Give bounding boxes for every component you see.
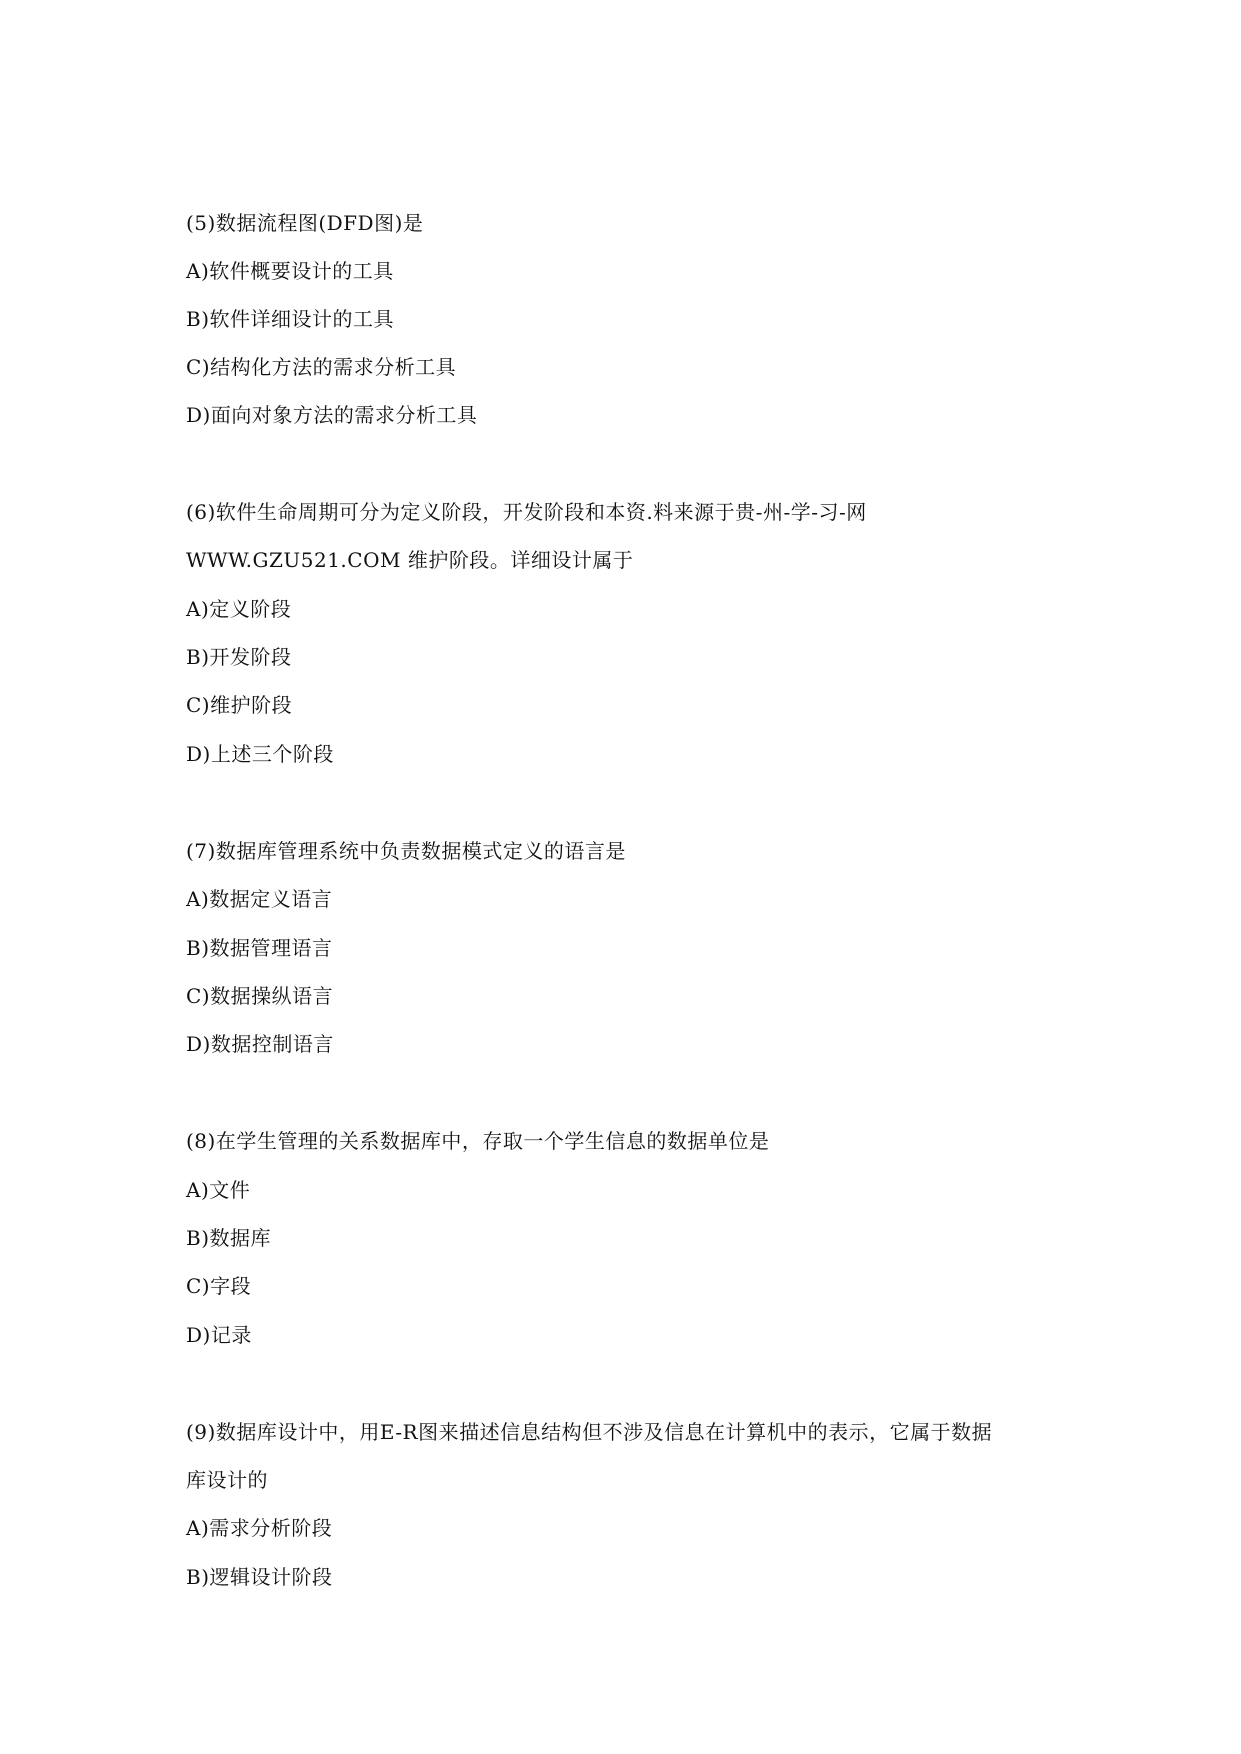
question-6-option-c: C)维护阶段 [186, 693, 293, 717]
question-7-option-c: C)数据操纵语言 [186, 984, 334, 1008]
question-7-option-b: B)数据管理语言 [186, 936, 333, 960]
question-9-option-a: A)需求分析阶段 [186, 1516, 333, 1540]
question-6-option-b: B)开发阶段 [186, 645, 292, 669]
question-5-option-b: B)软件详细设计的工具 [186, 307, 394, 331]
question-9-stem-continued: 库设计的 [186, 1468, 268, 1492]
question-6-option-a: A)定义阶段 [186, 597, 292, 621]
question-6-option-d: D)上述三个阶段 [186, 742, 334, 766]
question-9-stem: (9)数据库设计中，用E-R图来描述信息结构但不涉及信息在计算机中的表示，它属于数据 [186, 1420, 993, 1444]
question-8-option-d: D)记录 [186, 1323, 252, 1347]
question-5-stem: (5)数据流程图(DFD图)是 [186, 211, 424, 235]
question-5-option-c: C)结构化方法的需求分析工具 [186, 355, 457, 379]
question-8-option-a: A)文件 [186, 1178, 251, 1202]
question-5-option-d: D)面向对象方法的需求分析工具 [186, 403, 478, 427]
question-7-option-d: D)数据控制语言 [186, 1032, 334, 1056]
question-7-stem: (7)数据库管理系统中负责数据模式定义的语言是 [186, 839, 626, 863]
question-9-option-b: B)逻辑设计阶段 [186, 1565, 333, 1589]
question-8-option-c: C)字段 [186, 1274, 252, 1298]
question-7-option-a: A)数据定义语言 [186, 887, 333, 911]
question-6-stem: (6)软件生命周期可分为定义阶段，开发阶段和本资.料来源于贵-州-学-习-网 [186, 500, 867, 524]
question-8-option-b: B)数据库 [186, 1226, 271, 1250]
question-8-stem: (8)在学生管理的关系数据库中，存取一个学生信息的数据单位是 [186, 1129, 770, 1153]
question-5-option-a: A)软件概要设计的工具 [186, 259, 394, 283]
question-6-stem-continued: WWW.GZU521.COM 维护阶段。详细设计属于 [186, 548, 634, 572]
